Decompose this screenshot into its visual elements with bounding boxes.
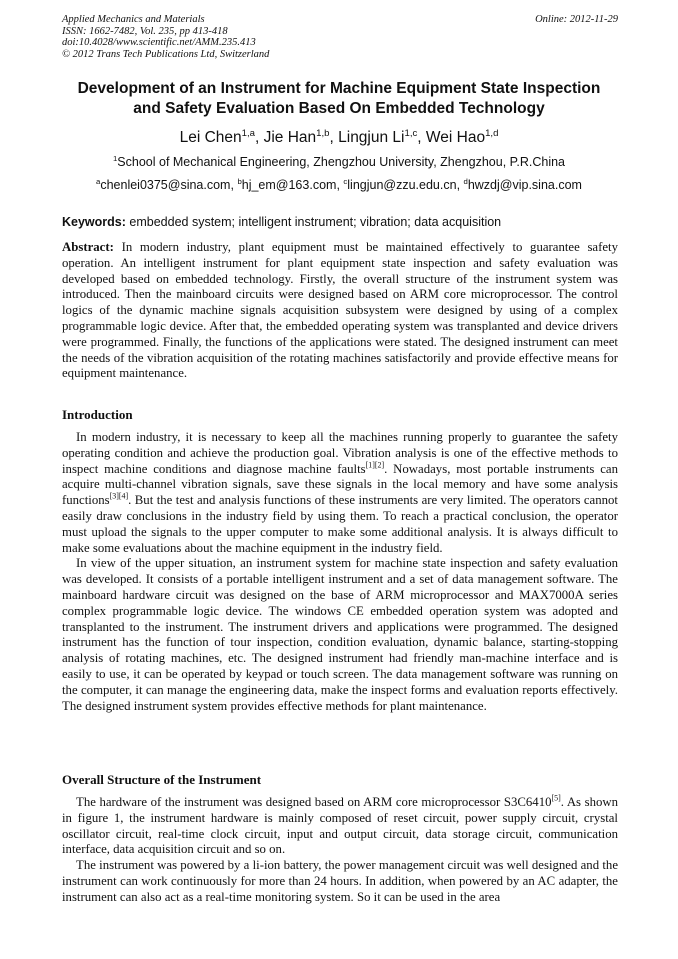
title-line-1: Development of an Instrument for Machine Equipment State Inspection (77, 80, 601, 97)
issn-line: ISSN: 1662-7482, Vol. 235, pp 413-418 (62, 25, 228, 37)
abstract (62, 240, 618, 382)
title-line-2: and Safety Evaluation Based On Embedded Technology (133, 100, 545, 117)
journal-header (62, 14, 618, 60)
email-link[interactable]: hwzdj@vip.sina.com (467, 178, 582, 192)
email-sup: c (343, 176, 348, 186)
journal-name: Applied Mechanics and Materials (62, 14, 205, 25)
paragraph-text: . Nowadays, most portable instruments can acquire multi-channel vibration signals, save these signals in the local memory and have some analysis functions (62, 461, 619, 508)
paragraph (62, 430, 618, 556)
author-sup: 1,c (404, 127, 418, 139)
email-sup: a (96, 176, 101, 186)
author-name: Jie Han (263, 129, 317, 146)
citation[interactable]: [5] (551, 793, 561, 803)
author-sup: 1,a (241, 127, 255, 139)
author-name: Lei Chen (179, 129, 242, 146)
author-sup: 1,b (316, 127, 330, 139)
paragraph-text: The hardware of the instrument was designed based on ARM core microprocessor S3C6410 (76, 795, 552, 809)
email-sup: d (463, 176, 468, 186)
keywords-text: embedded system; intelligent instrument; vibration; data acquisition (129, 215, 502, 229)
affiliation-sup: 1 (112, 153, 118, 163)
citation[interactable]: [3][4] (109, 491, 129, 501)
keywords-label: Keywords: (62, 215, 126, 229)
email-link[interactable]: hj_em@163.com (241, 178, 337, 192)
abstract-text: In modern industry, plant equipment must be maintained effectively to guarantee safety operation. An intelligent instrument for plant equipment state inspection and safety evaluation was developed based on embedded technology. Firstly, the overall structure of the instrument system was introduced. Then the mainboard circuits were designed based on ARM core microprocessor. The control logics of the dynamic machine signals acquisition subsystem were designed by using of a complex programmable logic device. After that, the embedded operating system was transplanted and device drivers were programmed. Finally, the functions of the applications were stated. The designed instrument can meet the needs of the vibration acquisition of the rotating machines satisfactorily and provide effective means for equipment maintenance. (62, 240, 619, 381)
email-sup: b (237, 176, 242, 186)
author-name: Wei Hao (425, 129, 486, 146)
paragraph-text: . As shown in figure 1, the instrument hardware is mainly composed of reset circuit, power supply circuit, crystal oscillator circuit, real-time clock circuit, input and output circuit, data storage circuit, communication interface, data acquisition circuit and so on. (62, 795, 619, 857)
citation[interactable]: [1][2] (365, 460, 385, 470)
author-emails: $^a$chenlei0375@sina.com, $^b$hj_em@163.com, $^c$lingjun@zzu.edu.cn, $^d$hwzdj@vip.sina.com (96, 176, 582, 192)
author-sup: 1,d (485, 127, 499, 139)
paper-title (40, 79, 638, 119)
section-heading-overall-structure: Overall Structure of the Instrument (62, 772, 262, 787)
author-name: Lingjun Li (338, 129, 405, 146)
affiliation (40, 154, 638, 170)
abstract-label: Abstract: (62, 240, 114, 254)
copyright-line: © 2012 Trans Tech Publications Ltd, Switzerland (62, 48, 270, 60)
paragraph (62, 795, 618, 858)
paragraph-text: . But the test and analysis functions of these instruments are very limited. The operators cannot easily draw conclusions in the industry field by using them. To reach a practical conclusion, the operator must upload the signals to the upper computer to make some additional analysis. It is always difficult to make some evaluations about the machine equipment in the industry field. (62, 493, 618, 555)
keywords (62, 214, 618, 230)
online-date: Online: 2012-11-29 (535, 14, 618, 25)
paragraph: The instrument was powered by a li-ion battery, the power management circuit was well designed and the instrument can work continuously for more than 24 hours. In addition, when powered by an AC adapter, the instrument can also act as a real-time monitoring system. So it can be used in the area (62, 858, 618, 904)
email-link[interactable]: lingjun@zzu.edu.cn (347, 178, 457, 192)
paragraph: In view of the upper situation, an instrument system for machine state inspection and safety evaluation was developed. It consists of a portable intelligent instrument and a set of data management software. The mainboard hardware circuit was designed on the base of ARM microprocessor and MAX7000A series complex programmable logic device. The windows CE embedded operation system was adopted and transplanted to the instrument. The instrument drivers and applications were programmed. The designed instrument has the function of tour inspection, condition evaluation, dynamic balance, starting-stopping analysis of rotating machines, etc. The designed instrument had friendly man-machine interface and is easily to use, it can be operated by keypad or touch screen. The data management software was running on the computer, it can manage the engineering data, make the inspect forms and evaluation reports effectively. The designed instrument system provides effective methods for plant maintenance. (62, 556, 618, 713)
affiliation-text: School of Mechanical Engineering, Zhengzhou University, Zhengzhou, P.R.China (117, 155, 566, 169)
overall-structure-body (62, 795, 618, 906)
introduction-body (62, 430, 618, 714)
paragraph-text: In modern industry, it is necessary to keep all the machines running properly to guarantee the safety operating condition and achieve the production goal. Vibration analysis is one of the effective methods to inspect machine conditions and diagnose machine faults (62, 430, 618, 476)
section-heading-introduction: Introduction (62, 407, 133, 422)
doi-line: doi:10.4028/www.scientific.net/AMM.235.413 (62, 37, 256, 48)
email-link[interactable]: chenlei0375@sina.com (100, 178, 231, 192)
author-list: Lei Chen$^{1,a}$, Jie Han$^{1,b}$, Lingjun Li$^{1,c}$, Wei Hao$^{1,d}$ (179, 127, 499, 146)
